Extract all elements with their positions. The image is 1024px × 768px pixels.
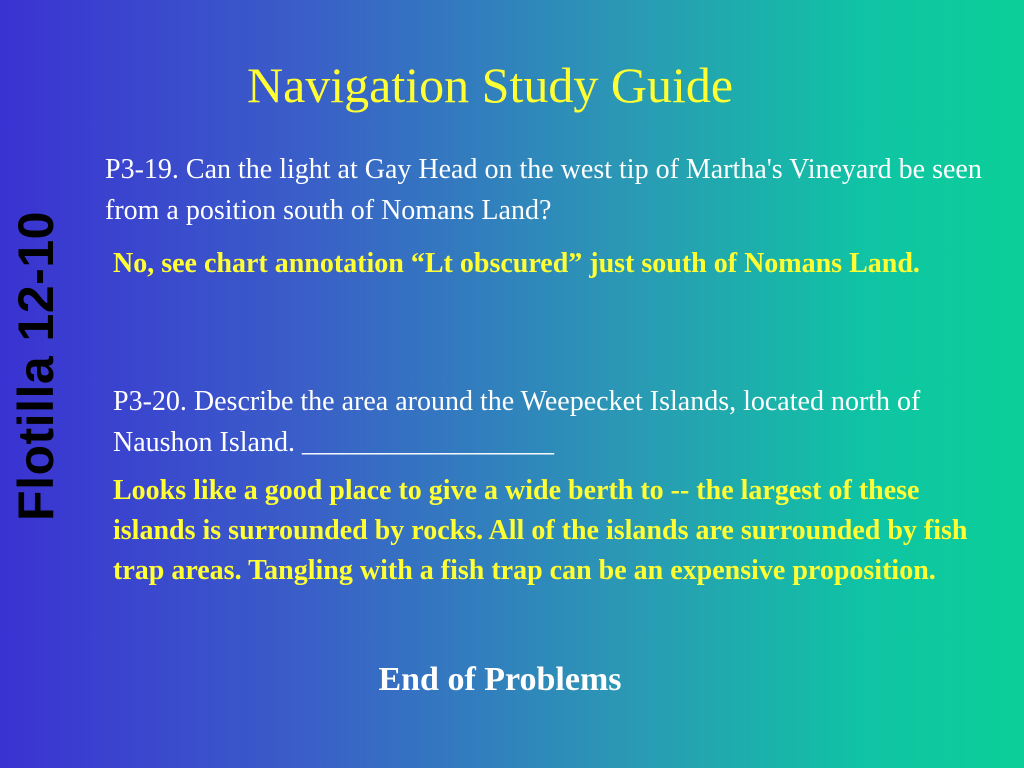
question-p3-19: P3-19. Can the light at Gay Head on the west tip of Martha's Vineyard be seen from a position south of Nomans Land? xyxy=(105,154,982,226)
answer-p3-19: No, see chart annotation “Lt obscured” just south of Nomans Land. xyxy=(113,248,920,279)
end-of-problems-text: End of Problems xyxy=(378,661,622,698)
slide-title: Navigation Study Guide xyxy=(246,57,734,113)
question-p3-20: P3-20. Describe the area around the Weepecket Islands, located north of Naushon Island. __________________ xyxy=(113,386,921,458)
flotilla-side-label: Flotilla 12-10 xyxy=(8,211,64,521)
answer-p3-20: Looks like a good place to give a wide berth to -- the largest of these islands is surrounded by rocks. All of the islands are surrounded by fish trap areas. Tangling with a fish trap can be an expensive proposition. xyxy=(113,475,968,586)
